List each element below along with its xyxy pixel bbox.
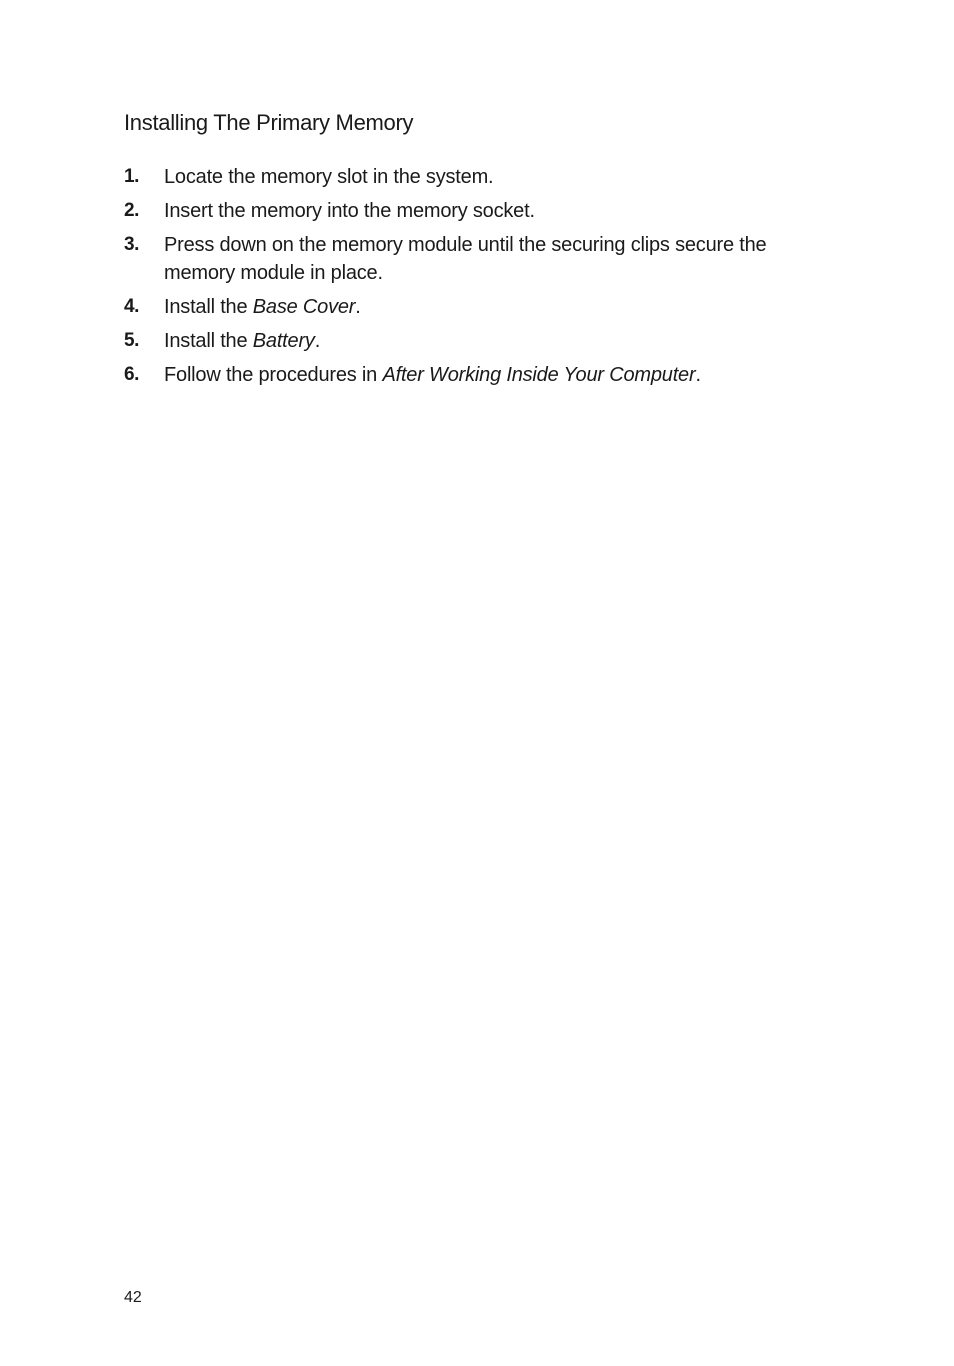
cross-reference-link[interactable]: Battery [252,330,315,352]
step-text: Press down on the memory module until the securing clips secure the memory module in place. [164,234,767,284]
step-item [124,197,824,225]
step-text: Locate the memory slot in the system. [164,166,494,188]
step-item [124,231,824,287]
step-number: 6. [124,364,139,385]
cross-reference-link[interactable]: After Working Inside Your Computer [382,364,696,386]
step-item [124,293,824,321]
step-number: 4. [124,296,139,317]
steps-list [124,163,824,395]
page-number: 42 [124,1289,142,1306]
step-item [124,327,824,355]
step-item [124,163,824,191]
cross-reference-link[interactable]: Base Cover [252,296,356,318]
step-text: Insert the memory into the memory socket. [164,200,535,222]
step-number: 2. [124,200,139,221]
section-heading: Installing The Primary Memory [124,110,414,135]
step-number: 3. [124,234,139,255]
step-text: Follow the procedures in After Working Inside Your Computer. [164,364,701,386]
step-text: Install the Base Cover. [164,296,361,318]
step-number: 1. [124,166,139,187]
step-item [124,361,824,389]
step-number: 5. [124,330,139,351]
step-text: Install the Battery. [164,330,321,352]
